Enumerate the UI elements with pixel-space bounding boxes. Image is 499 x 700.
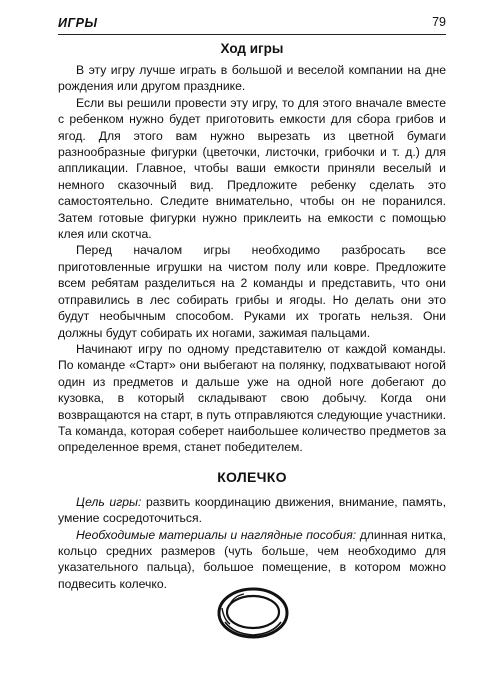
paragraph-3: Перед началом игры необходимо разбросать все приготовленные игрушки на чистом полу или ковре. Предложите всем ребятам разделиться на 2 команды и представить, что они отправились в лес собирать грибы и ягоды. Но делать они это будут необычным способом. Руками их трогать нельзя. Они должны будут собирать их ногами, зажимая пальцами. <box>58 243 446 340</box>
paragraph-1: В эту игру лучше играть в большой и веселой компании на дне рождения или другом празднике. <box>58 63 446 94</box>
koltchko-heading: КОЛЕЧКО <box>217 468 287 485</box>
paragraph-2: Если вы решили провести эту игру, то для этого вначале вместе с ребенком нужно будет приготовить емкости для сбора грибов и ягод. Для этого вам нужно вырезать из цветной бумаги разнообразные фигурки (цветочки, листочки, грибочки и т. д.) для аппликации. Главное, чтобы ваши емкости приняли веселый и немного сказочный вид. Предложите ребенку сделать это самостоятельно. Следите внимательно, чтобы он не поранился. Затем готовые фигурки нужно приклеить на емкости с помощью клея или скотча. <box>58 95 446 242</box>
game-heading: Ход игры <box>220 41 284 56</box>
page-header <box>58 14 446 36</box>
goal-text: развить координацию движения, внимание, память, умение сосредоточиться. <box>58 494 446 526</box>
ring-illustration <box>214 582 292 642</box>
page-number: 79 <box>432 15 446 29</box>
goal-label: Цель игры: <box>76 494 142 509</box>
materials-label: Необходимые материалы и наглядные пособия: <box>76 527 357 542</box>
page-body <box>58 40 446 592</box>
materials-text: длинная нитка, кольцо средних размеров (чуть больше, чем необходимо для указательного пальца), большое помещение, в котором можно подвесить колечко. <box>58 527 447 591</box>
section-title: ИГРЫ <box>58 16 98 30</box>
ring-icon <box>214 582 292 642</box>
header-rule <box>58 34 446 35</box>
goal-paragraph <box>58 494 446 527</box>
paragraph-4: Начинают игру по одному представителю от каждой команды. По команде «Старт» они выбегают на полянку, подхватывают ногой один из предметов и дальше уже на одной ноге добегают до кузовка, в который складывают свою добычу. Когда они возвращаются на старт, в путь отправляются следующие участники. Та команда, которая соберет наибольшее количество предметов за определенное время, станет победителем. <box>58 341 446 455</box>
